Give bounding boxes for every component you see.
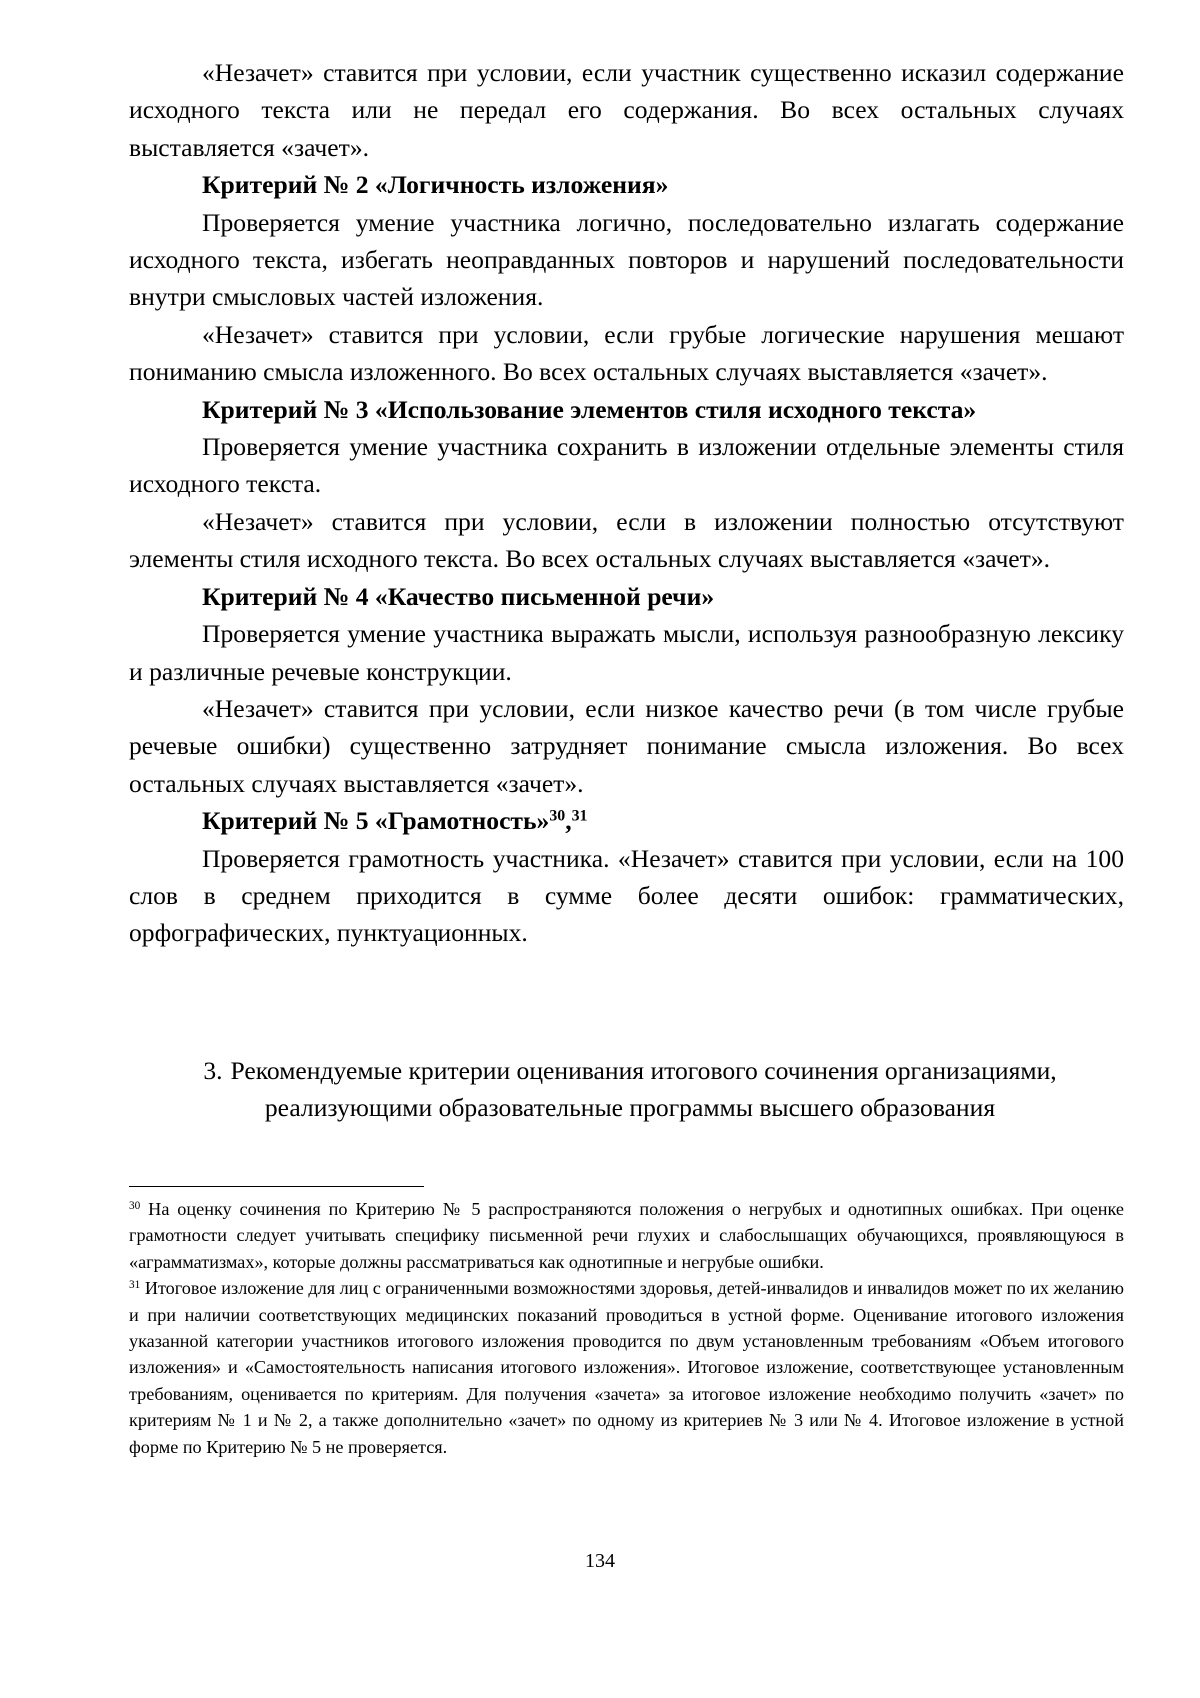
section-number: 3. <box>203 1056 223 1085</box>
section-title-text: Рекомендуемые критерии оценивания итогового сочинения организациями, реализующими образовательные программы высшего образования <box>230 1056 1057 1123</box>
paragraph-criterion1-fail-condition: «Незачет» ставится при условии, если участник существенно исказил содержание исходного текста или не передал его содержания. Во всех остальных случаях выставляется «зачет». <box>129 58 1124 162</box>
heading-criterion-4: Критерий № 4 «Качество письменной речи» <box>202 581 715 611</box>
footnote-ref-separator: , <box>565 806 572 836</box>
footnote-30 <box>129 1196 1124 1275</box>
footnote-ref-30[interactable]: 30 <box>549 807 566 825</box>
footnotes <box>129 1196 1124 1460</box>
heading-criterion-2: Критерий № 2 «Логичность изложения» <box>202 170 669 200</box>
footnote-marker-31: 31 <box>129 1279 141 1292</box>
page-number: 134 <box>585 1550 615 1572</box>
paragraph-criterion3-description: Проверяется умение участника сохранить в изложении отдельные элементы стиля исходного текста. <box>129 432 1124 499</box>
paragraph-criterion4-fail-condition: «Незачет» ставится при условии, если низкое качество речи (в том числе грубые речевые ошибки) существенно затрудняет понимание смысла изложения. Во всех остальных случаях выставляется «зачет». <box>129 693 1124 798</box>
paragraph-criterion5-description: Проверяется грамотность участника. «Незачет» ставится при условии, если на 100 слов в среднем приходится в сумме более десяти ошибок: грамматических, орфографических, пунктуационных. <box>129 843 1124 948</box>
heading-criterion-3: Критерий № 3 «Использование элементов стиля исходного текста» <box>202 394 977 424</box>
paragraph-criterion2-fail-condition: «Незачет» ставится при условии, если грубые логические нарушения мешают пониманию смысла изложенного. Во всех остальных случаях выставляется «зачет». <box>129 319 1124 387</box>
footnote-text-31: Итоговое изложение для лиц с ограниченными возможностями здоровья, детей-инвалидов и инвалидов может по их желанию и при наличии соответствующих медицинских показаний проводиться в устной форме. Оценивание итогового изложения указанной категории участников итогового изложения проводится по двум установленным требованиям «Объем итогового изложения» и «Самостоятельность написания итогового изложения». Итоговое изложение, соответствующее установленным требованиям, оценивается по критериям. Для получения «зачета» за итоговое изложение необходимо получить «зачет» по критериям № 1 и № 2, а также дополнительно «зачет» по одному из критериев № 3 или № 4. Итоговое изложение в устной форме по Критерию № 5 не проверяется. <box>129 1278 1124 1457</box>
footnote-ref-31[interactable]: 31 <box>571 807 588 825</box>
main-text <box>129 54 1124 952</box>
paragraph-criterion2-description: Проверяется умение участника логично, последовательно излагать содержание исходного текста, избегать неоправданных повторов и нарушений последовательности внутри смысловых частей изложения. <box>129 207 1124 312</box>
footnote-31 <box>129 1275 1124 1460</box>
section-title <box>180 1052 1080 1127</box>
heading-criterion-5: Критерий № 5 «Грамотность» <box>202 806 550 836</box>
footnote-divider <box>129 1186 424 1187</box>
footnote-marker-30: 30 <box>129 1199 141 1212</box>
heading-criterion-5-container <box>129 802 1124 839</box>
paragraph-criterion3-fail-condition: «Незачет» ставится при условии, если в изложении полностью отсутствуют элементы стиля исходного текста. Во всех остальных случаях выставляется «зачет». <box>129 506 1124 574</box>
paragraph-criterion4-description: Проверяется умение участника выражать мысли, используя разнообразную лексику и различные речевые конструкции. <box>129 619 1124 686</box>
footnote-text-30: На оценку сочинения по Критерию № 5 распространяются положения о негрубых и однотипных ошибках. При оценке грамотности следует учитывать специфику письменной речи глухих и слабослышащих обучающихся, проявляющуюся в «аграмматизмах», которые должны рассматриваться как однотипные и негрубые ошибки. <box>129 1199 1124 1272</box>
